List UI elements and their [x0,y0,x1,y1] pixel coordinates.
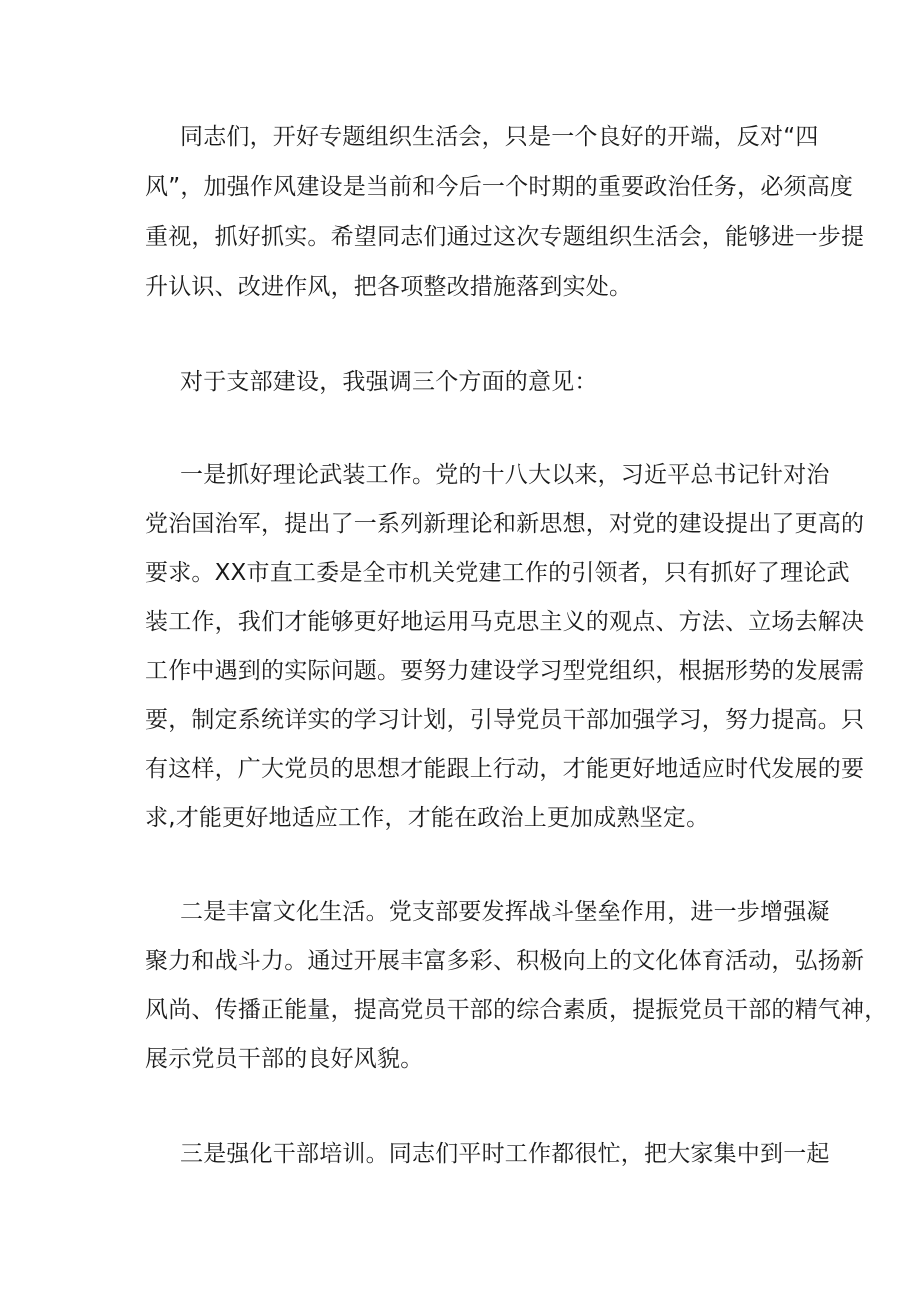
paragraph-3-line-2: 党治国治军，提出了一系列新理论和新思想，对党的建设提出了更高的 [145,511,865,537]
paragraph-1-line-3: 重视，抓好抓实。希望同志们通过这次专题组织生活会，能够进一步提 [145,224,865,250]
paragraph-3-line-1: 一是抓好理论武装工作。党的十八大以来，习近平总书记针对治 [180,462,830,488]
paragraph-3-line-8: 求,才能更好地适应工作，才能在政治上更加成熟坚定。 [145,805,710,831]
paragraph-2-line-1: 对于支部建设，我强调三个方面的意见： [180,369,598,395]
paragraph-4-line-3: 风尚、传播正能量，提高党员干部的综合素质，提振党员干部的精气神， [145,997,888,1023]
paragraph-1-line-2: 风”，加强作风建设是当前和今后一个时期的重要政治任务，必须高度 [145,174,854,200]
paragraph-5-line-1: 三是强化干部培训。同志们平时工作都很忙，把大家集中到一起 [180,1141,830,1167]
paragraph-4-line-1: 二是丰富文化生活。党支部要发挥战斗堡垒作用，进一步增强凝 [180,899,830,925]
paragraph-3-line-4: 装工作，我们才能够更好地运用马克思主义的观点、方法、立场去解决 [145,609,865,635]
paragraph-1-line-1: 同志们，开好专题组织生活会，只是一个良好的开端，反对“四 [180,124,819,150]
paragraph-3-line-3: 要求。XX市直工委是全市机关党建工作的引领者，只有抓好了理论武 [145,560,850,586]
paragraph-1-line-4: 升认识、改进作风，把各项整改措施落到实处。 [145,274,633,300]
paragraph-3-line-6: 要，制定系统详实的学习计划，引导党员干部加强学习，努力提高。只 [145,707,865,733]
paragraph-4-line-2: 聚力和战斗力。通过开展丰富多彩、积极向上的文化体育活动，弘扬新 [145,948,865,974]
paragraph-4-line-4: 展示党员干部的良好风貌。 [145,1046,424,1072]
paragraph-3-line-5: 工作中遇到的实际问题。要努力建设学习型党组织，根据形势的发展需 [145,658,865,684]
paragraph-3-line-7: 有这样，广大党员的思想才能跟上行动，才能更好地适应时代发展的要 [145,756,865,782]
